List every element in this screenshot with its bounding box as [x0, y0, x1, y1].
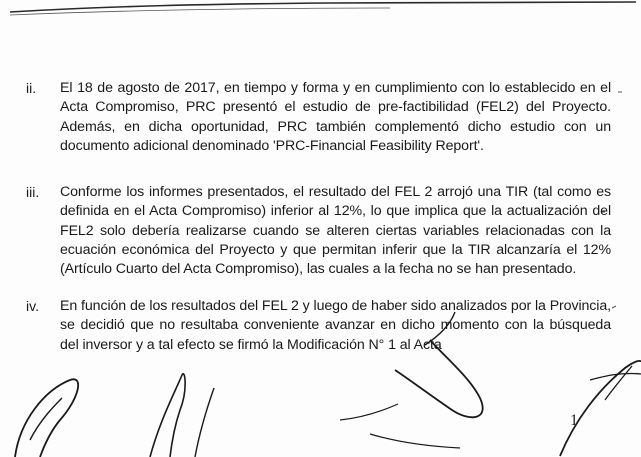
signature-right [560, 361, 641, 456]
signature-left [15, 379, 78, 457]
page-number: 1 [570, 412, 578, 429]
clause-numeral: iii. [26, 184, 40, 200]
clause-text: En función de los resultados del FEL 2 y luego de haber sido analizados por la Provincia, se decidió que no resultaba conveniente avanzar en dicho momento con la búsqueda del inversor y a tal efecto se firmó la Modificación N° 1 al Acta [60, 298, 611, 353]
scan-top-edge-mark [10, 0, 636, 22]
clause-numeral: iv. [26, 298, 39, 314]
signature-mid-left [150, 374, 185, 457]
clause-text: El 18 de agosto de 2017, en tiempo y forma y en cumplimiento con lo establecido en el Acta Compromiso, PRC presentó el estudio de pre-factibilidad (FEL2) del Proyecto. Además, en dicha oportunidad, PRC también complementó dicho estudio con un documento adicional denominado 'PRC-Financial Feasibility Report'. [60, 80, 611, 154]
clause-numeral: ii. [26, 80, 37, 96]
clause-text: Conforme los informes presentados, el resultado del FEL 2 arrojó una TIR (tal como es definida en el Acta Compromiso) inferior al 12%, lo que implica que la actualización del FEL2 solo debería realizarse cuando se alteren ciertas variables relacionadas con la ecuación económica del Proyecto y que permitan inferir que la TIR alcanzaría el 12% (Artículo Cuarto del Acta Compromiso), las cuales a la fecha no se han presentado. [60, 184, 611, 278]
